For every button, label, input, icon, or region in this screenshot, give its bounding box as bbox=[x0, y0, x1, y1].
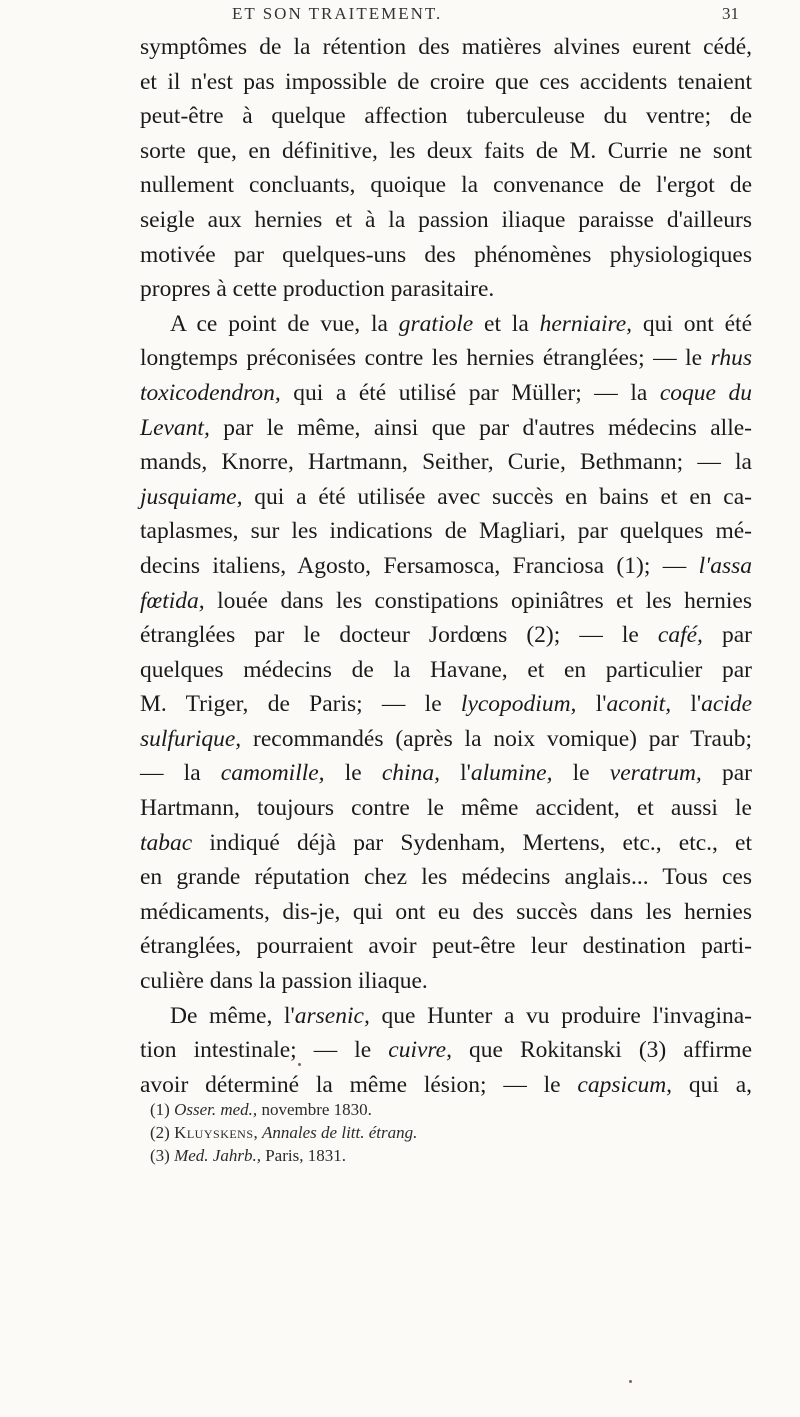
text-line bbox=[140, 929, 752, 964]
italic-term: lycopodium, bbox=[460, 691, 577, 718]
text-segment: Hartmann, toujours contre le même accident, et aussi le bbox=[140, 795, 752, 822]
text-segment: seigle aux hernies et à la passion iliaque paraisse d'ailleurs bbox=[140, 206, 752, 233]
paper-speck bbox=[298, 1063, 301, 1066]
text-segment: par bbox=[702, 622, 752, 649]
italic-term: gratiole bbox=[398, 310, 474, 337]
text-line bbox=[140, 307, 752, 342]
text-segment: louée dans les constipations opiniâtres et les hernies bbox=[204, 587, 752, 614]
italic-term: veratrum, bbox=[609, 760, 702, 787]
italic-term: Levant, bbox=[140, 414, 210, 441]
text-segment: le bbox=[324, 760, 382, 787]
text-segment: par le même, ainsi que par d'autres médecins alle- bbox=[209, 414, 752, 441]
italic-term: Annales de litt. étrang. bbox=[262, 1123, 418, 1142]
text-segment: longtemps préconisées contre les hernies étranglées; — le bbox=[140, 345, 711, 372]
text-segment: l' bbox=[576, 691, 607, 718]
italic-term: acide bbox=[701, 691, 753, 718]
text-segment: et il n'est pas impossible de croire que ces accidents tenaient bbox=[140, 68, 752, 95]
italic-term: alumine, bbox=[470, 760, 553, 787]
italic-term: sulfurique, bbox=[140, 725, 242, 752]
italic-term: Med. Jahrb., bbox=[174, 1146, 261, 1165]
text-segment: et la bbox=[473, 310, 540, 337]
text-line bbox=[140, 1033, 752, 1068]
text-segment: (2) bbox=[150, 1123, 175, 1142]
italic-term: cuivre, bbox=[388, 1037, 452, 1064]
text-line bbox=[140, 480, 752, 515]
text-segment: nullement concluants, quoique la convenance de l'ergot de bbox=[140, 172, 752, 199]
text-segment: De même, l' bbox=[170, 1002, 295, 1029]
text-line bbox=[140, 756, 752, 791]
footnote bbox=[150, 1144, 710, 1167]
text-segment: quelques médecins de la Havane, et en particulier par bbox=[140, 656, 752, 683]
text-line bbox=[140, 445, 752, 480]
text-line bbox=[140, 272, 752, 307]
text-line bbox=[140, 964, 752, 999]
text-segment: l' bbox=[439, 760, 471, 787]
italic-term: rhus bbox=[710, 345, 752, 372]
text-line bbox=[140, 860, 752, 895]
text-line bbox=[140, 168, 752, 203]
text-segment: M. Triger, de Paris; — le bbox=[140, 691, 461, 718]
text-segment: médicaments, dis-je, qui ont eu des succès dans les hernies bbox=[140, 898, 752, 925]
author-name: Kluyskens bbox=[174, 1123, 254, 1142]
italic-term: coque du bbox=[659, 379, 752, 406]
text-segment: que Rokitanski (3) affirme bbox=[451, 1037, 752, 1064]
text-segment: Paris, 1831. bbox=[260, 1146, 346, 1165]
page-number: 31 bbox=[722, 4, 739, 23]
text-segment: culière dans la passion iliaque. bbox=[140, 968, 428, 995]
text-segment: le bbox=[552, 760, 610, 787]
text-line bbox=[140, 238, 752, 273]
text-segment: motivée par quelques-uns des phénomènes physiologiques bbox=[140, 241, 752, 268]
text-line bbox=[140, 65, 752, 100]
italic-term: aconit, bbox=[606, 691, 672, 718]
text-segment: qui a été utilisé par Müller; — la bbox=[280, 379, 660, 406]
text-line bbox=[140, 653, 752, 688]
text-segment: en grande réputation chez les médecins anglais... Tous ces bbox=[140, 864, 752, 891]
text-line bbox=[140, 99, 752, 134]
text-segment: — la bbox=[140, 760, 221, 787]
text-line bbox=[140, 134, 752, 169]
text-line bbox=[140, 687, 752, 722]
text-segment: novembre 1830. bbox=[257, 1100, 372, 1119]
text-segment: mands, Knorre, Hartmann, Seither, Curie, Bethmann; — la bbox=[140, 449, 752, 476]
text-segment: propres à cette production parasitaire. bbox=[140, 276, 495, 303]
text-line bbox=[140, 411, 752, 446]
italic-term: Osser. med., bbox=[174, 1100, 258, 1119]
running-header: ET SON TRAITEMENT. bbox=[232, 4, 443, 23]
italic-term: tabac bbox=[140, 829, 193, 856]
text-line bbox=[140, 203, 752, 238]
text-line bbox=[140, 618, 752, 653]
footnotes bbox=[150, 1098, 710, 1167]
text-segment: peut-être à quelque affection tuberculeuse du ventre; de bbox=[140, 103, 752, 130]
italic-term: camomille, bbox=[220, 760, 325, 787]
paper-speck bbox=[629, 1380, 632, 1383]
text-line bbox=[140, 30, 752, 65]
text-segment: indiqué déjà par Sydenham, Mertens, etc., etc., et bbox=[192, 829, 752, 856]
text-line bbox=[140, 341, 752, 376]
text-segment: , bbox=[253, 1123, 263, 1142]
text-segment: étranglées par le docteur Jordœns (2); — le bbox=[140, 622, 658, 649]
text-line bbox=[140, 999, 752, 1034]
text-line bbox=[140, 791, 752, 826]
text-line bbox=[140, 549, 752, 584]
text-segment: avoir déterminé la même lésion; — le bbox=[140, 1071, 578, 1098]
italic-term: fœtida, bbox=[140, 587, 205, 614]
italic-term: l'assa bbox=[698, 552, 752, 579]
text-segment: recommandés (après la noix vomique) par Traub; bbox=[241, 725, 752, 752]
italic-term: toxicodendron, bbox=[140, 379, 281, 406]
text-segment: A ce point de vue, la bbox=[170, 310, 399, 337]
text-segment: que Hunter a vu produire l'invagina- bbox=[369, 1002, 752, 1029]
body-text bbox=[140, 30, 752, 1102]
italic-term: china, bbox=[381, 760, 440, 787]
italic-term: jusquiame, bbox=[140, 483, 243, 510]
text-segment: (1) bbox=[150, 1100, 175, 1119]
text-line bbox=[140, 514, 752, 549]
text-segment: l' bbox=[671, 691, 702, 718]
text-segment: taplasmes, sur les indications de Magliari, par quelques mé- bbox=[140, 518, 752, 545]
text-segment: decins italiens, Agosto, Fersamosca, Franciosa (1); — bbox=[140, 552, 699, 579]
italic-term: herniaire, bbox=[539, 310, 633, 337]
text-line bbox=[140, 826, 752, 861]
text-segment: tion intestinale; — le bbox=[140, 1037, 389, 1064]
italic-term: café, bbox=[657, 622, 703, 649]
text-segment: sorte que, en définitive, les deux faits de M. Currie ne sont bbox=[140, 137, 752, 164]
text-segment: (3) bbox=[150, 1146, 175, 1165]
text-segment: symptômes de la rétention des matières alvines eurent cédé, bbox=[140, 34, 752, 60]
italic-term: capsicum, bbox=[577, 1071, 673, 1098]
footnote bbox=[150, 1121, 710, 1144]
footnote bbox=[150, 1098, 710, 1121]
text-segment: qui a été utilisée avec succès en bains et en ca- bbox=[242, 483, 752, 510]
text-segment: par bbox=[701, 760, 752, 787]
text-line bbox=[140, 376, 752, 411]
text-segment: qui a, bbox=[672, 1071, 752, 1098]
text-line bbox=[140, 895, 752, 930]
text-segment: étranglées, pourraient avoir peut-être leur destination parti- bbox=[140, 933, 752, 960]
text-line bbox=[140, 722, 752, 757]
text-segment: qui ont été bbox=[632, 310, 752, 337]
italic-term: arsenic, bbox=[294, 1002, 370, 1029]
text-line bbox=[140, 584, 752, 619]
